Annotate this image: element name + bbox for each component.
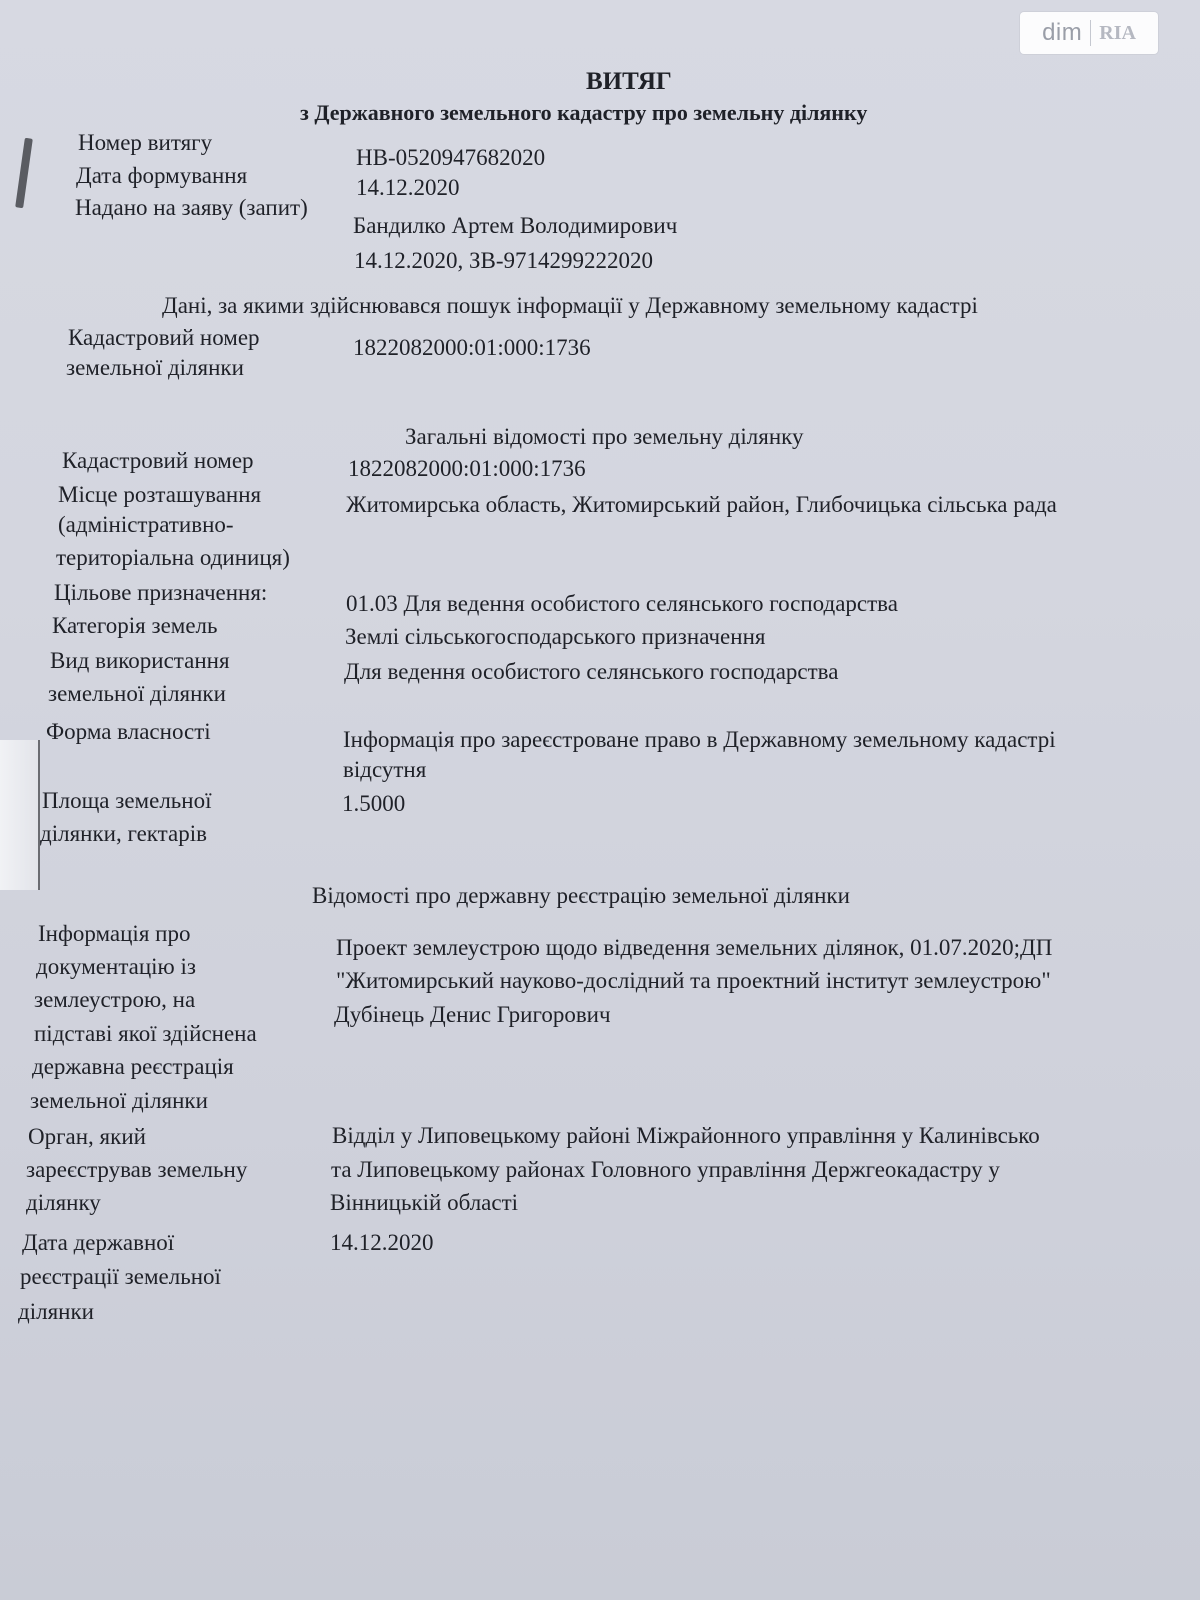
land-category-label: Категорія земель	[52, 613, 218, 638]
location-value: Житомирська область, Житомирський район, Глибочицька сільська рада	[346, 492, 1057, 517]
documentation-label-line3: землеустрою, на	[34, 987, 196, 1012]
document-subtitle: з Державного земельного кадастру про земельну ділянку	[300, 100, 868, 125]
area-label-line2: ділянки, гектарів	[40, 821, 207, 846]
watermark-divider	[1090, 20, 1091, 46]
extract-number-value: НВ-0520947682020	[356, 145, 546, 170]
registering-organ-label-line1: Орган, який	[28, 1124, 146, 1149]
request-details: 14.12.2020, ЗВ-9714299222020	[354, 248, 654, 273]
documentation-label-line4: підставі якої здійснена	[34, 1021, 257, 1046]
watermark-text: dim	[1042, 19, 1083, 46]
area-label-line1: Площа земельної	[42, 788, 212, 813]
land-use-value: Для ведення особистого селянського господарства	[344, 659, 839, 684]
location-label-line2: (адміністративно-	[58, 512, 234, 537]
registration-date-value: 14.12.2020	[330, 1230, 434, 1255]
documentation-label-line1: Інформація про	[38, 921, 191, 946]
land-category-value: Землі сільськогосподарського призначення	[345, 624, 766, 649]
purpose-value: 01.03 Для ведення особистого селянського господарства	[346, 591, 898, 616]
watermark-logo: RIA	[1099, 21, 1136, 44]
document-title: ВИТЯГ	[586, 68, 672, 95]
documentation-label-line6: земельної ділянки	[30, 1088, 208, 1113]
area-value: 1.5000	[342, 791, 406, 816]
registration-date-label-line3: ділянки	[18, 1299, 94, 1324]
ownership-value-line2: відсутня	[343, 757, 427, 782]
land-use-label-line2: земельної ділянки	[48, 681, 226, 706]
formation-date-label: Дата формування	[76, 163, 248, 188]
cadastral-number-label: Кадастровий номер	[62, 448, 254, 473]
ownership-value-line1: Інформація про зареєстроване право в Державному земельному кадастрі	[343, 727, 1056, 752]
extract-number-label: Номер витягу	[78, 130, 213, 155]
search-cadastral-label-line1: Кадастровий номер	[68, 325, 260, 350]
torn-paper-edge	[0, 740, 40, 890]
registering-organ-value-line3: Вінницькій області	[330, 1190, 519, 1215]
documentation-label-line5: державна реєстрація	[32, 1054, 234, 1079]
general-section-heading: Загальні відомості про земельну ділянку	[405, 424, 804, 449]
location-label-line1: Місце розташування	[58, 482, 262, 507]
registering-organ-value-line2: та Липовецькому районах Головного управління Держгеокадастру у	[331, 1157, 1000, 1182]
registration-date-label-line1: Дата державної	[22, 1230, 175, 1255]
documentation-value-line1: Проект землеустрою щодо відведення земельних ділянок, 01.07.2020;ДП	[336, 935, 1053, 960]
pen-mark	[15, 138, 33, 208]
cadastral-number-value: 1822082000:01:000:1736	[348, 456, 586, 481]
ownership-label: Форма власності	[46, 719, 211, 744]
search-section-heading: Дані, за якими здійснювався пошук інформації у Державному земельному кадастрі	[162, 293, 978, 318]
location-label-line3: територіальна одиниця)	[56, 545, 290, 570]
request-label: Надано на заяву (запит)	[75, 195, 308, 220]
registration-section-heading: Відомості про державну реєстрацію земельної ділянки	[312, 883, 850, 908]
dimria-watermark	[1020, 12, 1158, 54]
search-cadastral-value: 1822082000:01:000:1736	[353, 335, 591, 360]
registering-organ-label-line3: ділянку	[26, 1190, 101, 1215]
documentation-label-line2: документацію із	[36, 954, 196, 979]
purpose-label: Цільове призначення:	[54, 580, 268, 605]
request-name: Бандилко Артем Володимирович	[353, 213, 678, 238]
land-use-label-line1: Вид використання	[50, 648, 230, 673]
formation-date-value: 14.12.2020	[356, 175, 460, 200]
registering-organ-value-line1: Відділ у Липовецькому районі Міжрайонного управління у Калинівсько	[332, 1123, 1040, 1148]
registering-organ-label-line2: зареєстрував земельну	[26, 1157, 248, 1182]
registration-date-label-line2: реєстрації земельної	[20, 1264, 221, 1289]
documentation-value-line2: "Житомирський науково-дослідний та проектний інститут землеустрою"	[336, 968, 1051, 993]
search-cadastral-label-line2: земельної ділянки	[66, 355, 244, 380]
documentation-value-line3: Дубінець Денис Григорович	[334, 1002, 611, 1027]
